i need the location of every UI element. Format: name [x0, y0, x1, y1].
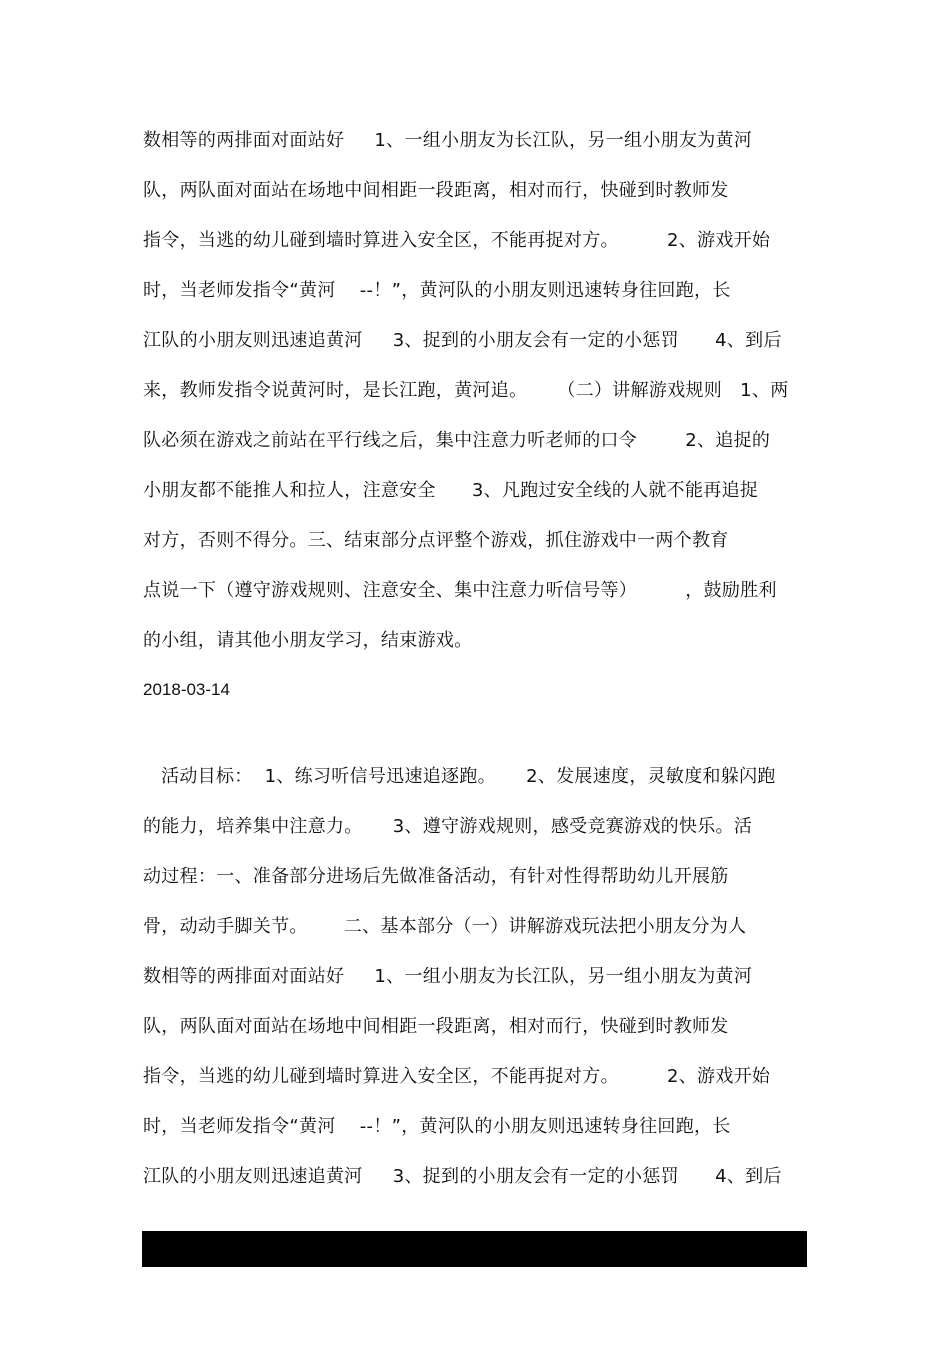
text-line: 时，当老师发指令“黄河 --！”，黄河队的小朋友则迅速转身往回跑，长 — [143, 1116, 731, 1137]
text-line: 小朋友都不能推人和拉人，注意安全 3、凡跑过安全线的人就不能再追捉 — [143, 480, 759, 501]
text-line: 对方，否则不得分。三、结束部分点评整个游戏，抓住游戏中一两个教育 — [143, 530, 729, 551]
text-line: 骨，动动手脚关节。 二、基本部分（一）讲解游戏玩法把小朋友分为人 — [143, 916, 747, 937]
text-line: 队，两队面对面站在场地中间相距一段距离，相对而行，快碰到时教师发 — [143, 1016, 729, 1037]
text-line: 动过程：一、准备部分进场后先做准备活动，有针对性得帮助幼儿开展筋 — [143, 866, 729, 887]
text-line: 指令，当逃的幼儿碰到墙时算进入安全区，不能再捉对方。 2、游戏开始 — [143, 1066, 771, 1087]
text-line: 队必须在游戏之前站在平行线之后，集中注意力听老师的口令 2、追捉的 — [143, 430, 771, 451]
text-line: 队，两队面对面站在场地中间相距一段距离，相对而行，快碰到时教师发 — [143, 180, 729, 201]
text-line: 时，当老师发指令“黄河 --！”，黄河队的小朋友则迅速转身往回跑，长 — [143, 280, 731, 301]
document-date: 2018-03-14 — [143, 680, 230, 699]
footer-bar — [142, 1231, 807, 1267]
text-line: 江队的小朋友则迅速追黄河 3、捉到的小朋友会有一定的小惩罚 4、到后 — [143, 1166, 782, 1187]
text-line: 活动目标： 1、练习听信号迅速追逐跑。 2、发展速度，灵敏度和躲闪跑 — [143, 766, 776, 787]
text-line: 来，教师发指令说黄河时，是长江跑，黄河追。 （二）讲解游戏规则 1、两 — [143, 380, 789, 401]
text-line: 江队的小朋友则迅速追黄河 3、捉到的小朋友会有一定的小惩罚 4、到后 — [143, 330, 782, 351]
text-line: 的小组，请其他小朋友学习，结束游戏。 — [143, 630, 473, 651]
text-line: 点说一下（遵守游戏规则、注意安全、集中注意力听信号等） ，鼓励胜利 — [143, 580, 777, 601]
text-line: 的能力，培养集中注意力。 3、遵守游戏规则，感受竞赛游戏的快乐。活 — [143, 816, 753, 837]
text-line: 指令，当逃的幼儿碰到墙时算进入安全区，不能再捉对方。 2、游戏开始 — [143, 230, 771, 251]
text-line: 数相等的两排面对面站好 1、一组小朋友为长江队，另一组小朋友为黄河 — [143, 130, 753, 151]
text-line: 数相等的两排面对面站好 1、一组小朋友为长江队，另一组小朋友为黄河 — [143, 966, 753, 987]
